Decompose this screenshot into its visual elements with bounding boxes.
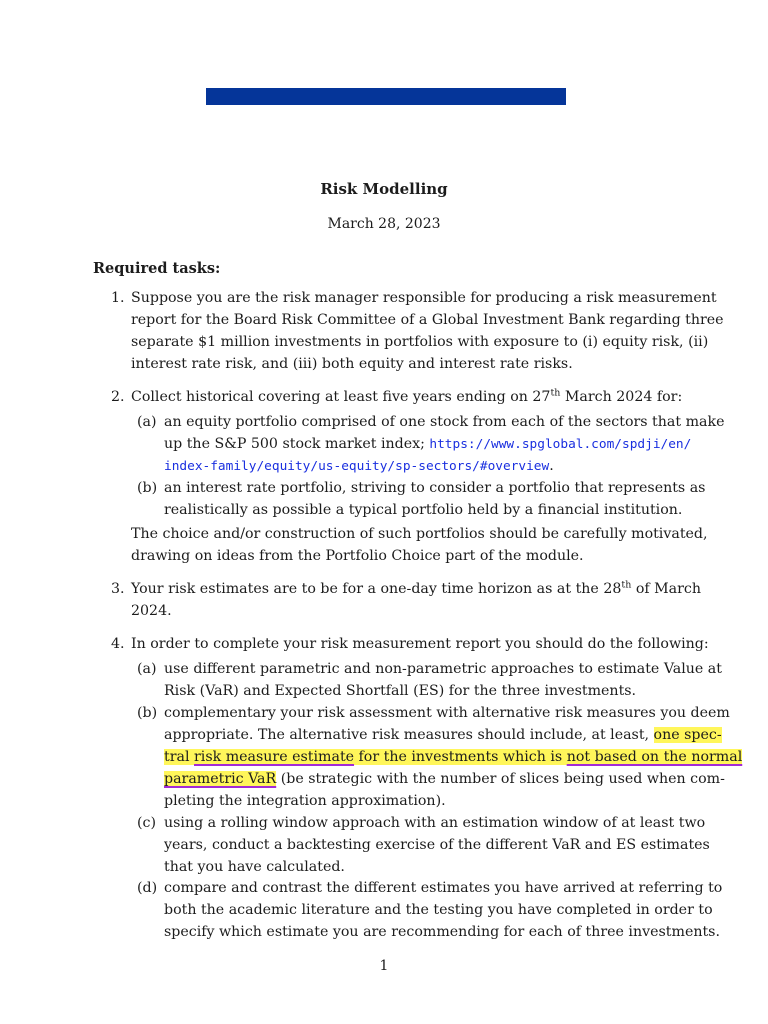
document-date: March 28, 2023 [327, 216, 441, 232]
page-number: 1 [379, 958, 389, 974]
task-4d-line: compare and contrast the different estimates you have arrived at referring to [164, 880, 723, 896]
task-4c-line: years, conduct a backtesting exercise of the different VaR and ES estimates [164, 837, 710, 853]
task-4b-line: pleting the integration approximation). [164, 793, 446, 809]
section-heading: Required tasks: [93, 260, 221, 277]
task-4c-line: that you have calculated. [164, 859, 345, 875]
document-title: Risk Modelling [320, 180, 448, 198]
task-1-line: interest rate risk, and (iii) both equity and interest rate risks. [131, 356, 573, 372]
highlight-underlined: parametric VaR [164, 771, 277, 787]
task-2a-line: an equity portfolio comprised of one stock from each of the sectors that make [164, 414, 725, 430]
task-2b-line: realistically as possible a typical portfolio held by a financial institution. [164, 502, 683, 518]
task-4-intro: In order to complete your risk measurement report you should do the following: [131, 636, 709, 652]
task-4a-line: Risk (VaR) and Expected Shortfall (ES) for the three investments. [164, 683, 637, 699]
task-4d-line: specify which estimate you are recommending for each of three investments. [164, 924, 720, 940]
task-1-line: report for the Board Risk Committee of a Global Investment Bank regarding three [131, 312, 724, 328]
task-4a-line: use different parametric and non-parametric approaches to estimate Value at [164, 661, 722, 677]
highlight: tral [164, 749, 194, 765]
task-4c-line: using a rolling window approach with an estimation window of at least two [164, 815, 706, 831]
task-1-line: Suppose you are the risk manager responsible for producing a risk measurement [131, 290, 717, 306]
header-blue-bar [206, 88, 566, 105]
task-4b-line: appropriate. The alternative risk measures should include, at least, one spec- [164, 727, 722, 743]
task-2-intro: Collect historical covering at least five years ending on 27th March 2024 for: [131, 387, 683, 405]
task-4b-label: (b) [137, 705, 158, 721]
task-4d-line: both the academic literature and the testing you have completed in order to [164, 902, 713, 918]
task-4-number: 4. [111, 636, 125, 652]
task-3-number: 3. [111, 581, 125, 597]
task-2b-label: (b) [137, 480, 158, 496]
task-4a-label: (a) [137, 661, 157, 677]
highlight: for the investments which is [354, 749, 567, 765]
task-2a-line: up the S&P 500 stock market index; https://www.spglobal.com/spdji/en/ [164, 436, 692, 452]
task-2-closing-line: drawing on ideas from the Portfolio Choice part of the module. [131, 548, 584, 564]
task-2a-label: (a) [137, 414, 157, 430]
sp-sectors-link-continued[interactable]: index-family/equity/us-equity/sp-sectors/#overview [164, 459, 550, 474]
task-1-number: 1. [111, 290, 125, 306]
task-2-number: 2. [111, 389, 125, 405]
highlight-underlined: risk measure estimate [194, 749, 355, 765]
task-4d-label: (d) [137, 880, 158, 896]
task-2-closing-line: The choice and/or construction of such portfolios should be carefully motivated, [131, 526, 708, 542]
task-4b-line: complementary your risk assessment with alternative risk measures you deem [164, 705, 730, 721]
highlight-underlined: not based on the normal [566, 749, 743, 765]
task-3-line: 2024. [131, 603, 172, 619]
task-4b-line: parametric VaR (be strategic with the number of slices being used when com- [164, 771, 725, 787]
task-1-line: separate $1 million investments in portfolios with exposure to (i) equity risk, (ii) [131, 334, 709, 350]
task-2b-line: an interest rate portfolio, striving to consider a portfolio that represents as [164, 480, 706, 496]
sp-sectors-link[interactable]: https://www.spglobal.com/spdji/en/ [429, 437, 692, 452]
task-2a-line: index-family/equity/us-equity/sp-sectors/#overview. [164, 458, 554, 474]
task-4b-line [164, 748, 743, 766]
highlight: one spec- [653, 727, 722, 743]
task-4c-label: (c) [137, 815, 157, 831]
task-3-line: Your risk estimates are to be for a one-day time horizon as at the 28th of March [131, 579, 701, 597]
